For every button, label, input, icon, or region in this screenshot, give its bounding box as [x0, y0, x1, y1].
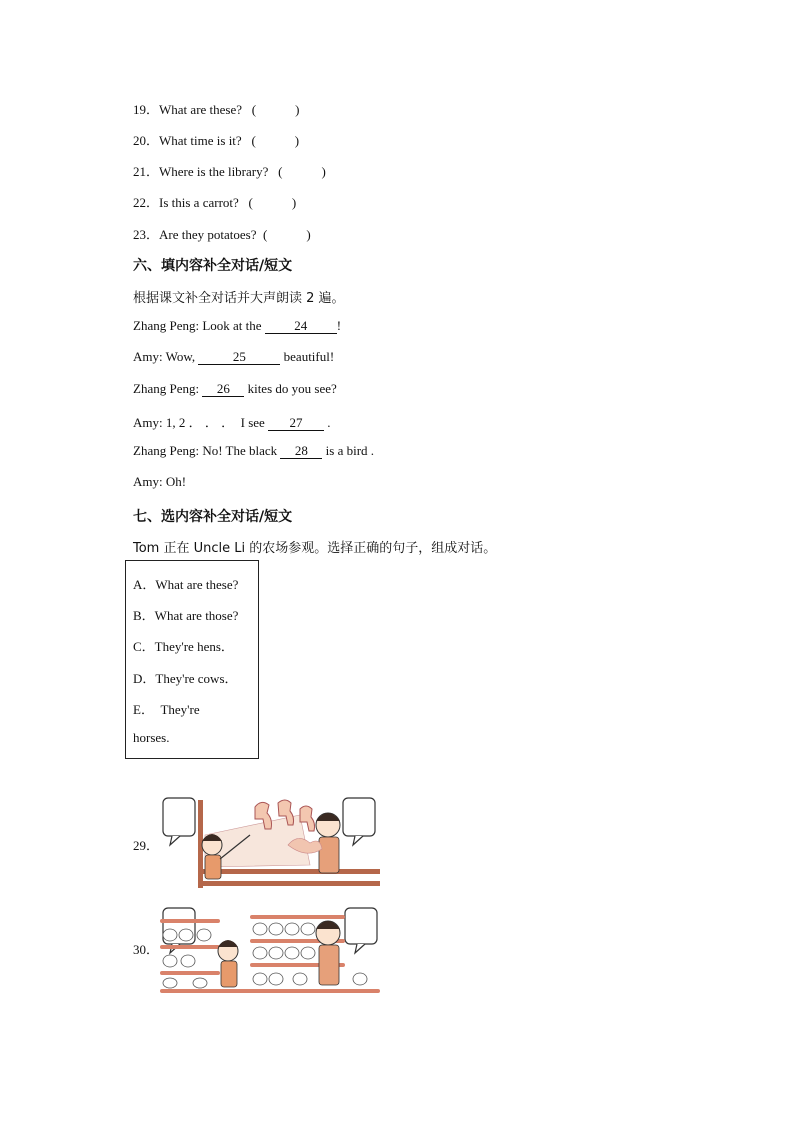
choice-e[interactable]: E． They're	[133, 702, 200, 717]
dialogue-text: Amy: Wow,	[133, 349, 199, 364]
fill-blank[interactable]: 27	[268, 416, 324, 431]
dialogue-text: Zhang Peng:	[133, 381, 203, 396]
right-speech-bubble[interactable]	[343, 798, 375, 845]
boy-right	[316, 921, 340, 985]
choice-c[interactable]: C．They're hens．	[133, 639, 234, 654]
dialogue-text: kites do you see?	[244, 381, 337, 396]
dialogue-line-28	[133, 443, 374, 459]
dialogue-text: is a bird .	[322, 443, 375, 458]
dialogue-text: Zhang Peng: No! The black	[133, 443, 281, 458]
fill-blank[interactable]: 26	[202, 382, 244, 397]
fill-blank[interactable]: 25	[198, 350, 280, 365]
dialogue-text: !	[336, 318, 342, 333]
question-23	[133, 224, 311, 243]
question-number: 22．	[133, 195, 160, 210]
question-22	[133, 192, 296, 211]
section-7-instruction: Tom 正在 Uncle Li 的农场参观。选择正确的句子，组成对话。	[133, 541, 497, 556]
fill-blank[interactable]: 24	[265, 319, 337, 334]
dialogue-text: Zhang Peng: Look at the	[133, 318, 265, 333]
question-19	[133, 99, 299, 118]
fill-blank[interactable]: 28	[280, 444, 322, 459]
farm-horses-illustration	[160, 795, 380, 890]
answer-paren[interactable]: ( )	[251, 133, 300, 148]
section-6-heading: 六、填内容补全对话/短文	[133, 258, 293, 274]
right-speech-bubble[interactable]	[345, 908, 377, 953]
dialogue-line-27	[133, 412, 331, 431]
dialogue-line-24	[133, 318, 341, 334]
question-number: 20．	[133, 133, 160, 148]
choice-a[interactable]: A．What are these?	[133, 577, 239, 592]
question-number: 23．	[133, 227, 160, 242]
question-21	[133, 161, 326, 180]
question-text: What are these?	[159, 102, 243, 117]
choices-box	[125, 560, 259, 759]
dialogue-text: .	[324, 415, 331, 430]
dialogue-line-26	[133, 381, 337, 397]
question-text: Where is the library?	[159, 164, 269, 179]
question-text: Is this a carrot?	[159, 195, 239, 210]
answer-paren[interactable]: ( )	[248, 195, 297, 210]
choice-b[interactable]: B．What are those?	[133, 608, 239, 623]
farm-hens-illustration	[160, 905, 380, 997]
dialogue-text: Amy: 1, 2 ． ． ． I see	[133, 415, 269, 430]
dialogue-line-25	[133, 349, 334, 365]
boy-left	[218, 940, 238, 987]
dialogue-line-end	[133, 474, 186, 490]
section-7-heading: 七、选内容补全对话/短文	[133, 509, 293, 525]
question-20	[133, 130, 299, 149]
question-number: 19．	[133, 102, 160, 117]
section-6-instruction: 根据课文补全对话并大声朗读 2 遍。	[133, 291, 345, 306]
question-text: What time is it?	[159, 133, 242, 148]
choice-e-continued: horses.	[133, 730, 170, 745]
question-number: 21．	[133, 164, 160, 179]
answer-paren[interactable]: ( )	[262, 227, 311, 242]
dialogue-text: Amy: Oh!	[133, 474, 187, 489]
answer-paren[interactable]: ( )	[278, 164, 326, 179]
dialogue-text: beautiful!	[280, 349, 335, 364]
question-text: Are they potatoes?	[159, 227, 257, 242]
item-29-number: 29．	[133, 838, 160, 853]
item-30-number: 30．	[133, 942, 160, 957]
left-speech-bubble[interactable]	[163, 798, 195, 845]
answer-paren[interactable]: ( )	[251, 102, 300, 117]
choice-d[interactable]: D．They're cows．	[133, 671, 238, 686]
